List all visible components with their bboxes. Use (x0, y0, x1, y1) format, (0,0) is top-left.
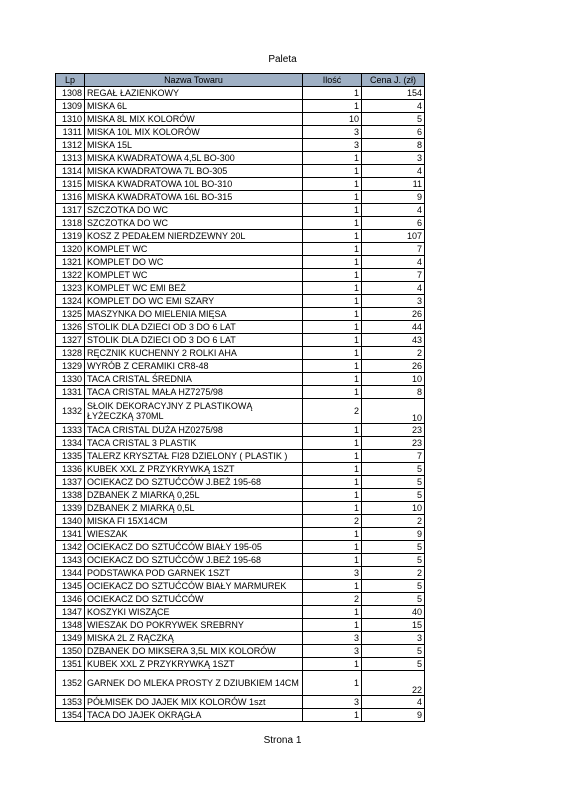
table-row (56, 437, 425, 450)
row-name-cell: REGAŁ ŁAZIENKOWY (85, 87, 303, 100)
row-qty-cell: 1 (303, 450, 362, 463)
row-name-cell: MISKA 10L MIX KOLORÓW (85, 126, 303, 139)
table-row (56, 282, 425, 295)
row-name-cell: MISKA FI 15X14CM (85, 515, 303, 528)
row-name-cell: MISKA 2L Z RĄCZKĄ (85, 632, 303, 645)
table-row (56, 373, 425, 386)
row-lp-cell: 1326 (56, 321, 85, 334)
row-price-cell: 4 (362, 100, 425, 113)
row-lp-cell: 1334 (56, 437, 85, 450)
table-row (56, 554, 425, 567)
table-row (56, 671, 425, 696)
table-row (56, 528, 425, 541)
row-price-cell: 6 (362, 217, 425, 230)
row-qty-cell: 2 (303, 399, 362, 424)
row-lp-cell: 1328 (56, 347, 85, 360)
row-price-cell: 5 (362, 554, 425, 567)
row-qty-cell: 1 (303, 476, 362, 489)
row-qty-cell: 1 (303, 295, 362, 308)
table-row (56, 709, 425, 722)
row-lp-cell: 1325 (56, 308, 85, 321)
row-price-cell: 10 (362, 373, 425, 386)
row-price-cell: 43 (362, 334, 425, 347)
table-row (56, 100, 425, 113)
row-price-cell: 9 (362, 709, 425, 722)
row-name-cell: MISKA KWADRATOWA 10L BO-310 (85, 178, 303, 191)
row-name-cell: TACA CRISTAL 3 PLASTIK (85, 437, 303, 450)
header-price: Cena J. (zł) (362, 74, 425, 87)
row-qty-cell: 3 (303, 126, 362, 139)
row-qty-cell: 1 (303, 282, 362, 295)
row-qty-cell: 1 (303, 658, 362, 671)
row-qty-cell: 1 (303, 606, 362, 619)
row-qty-cell: 2 (303, 593, 362, 606)
row-name-cell: MASZYNKA DO MIELENIA MIĘSA (85, 308, 303, 321)
row-qty-cell: 1 (303, 619, 362, 632)
row-lp-cell: 1330 (56, 373, 85, 386)
row-lp-cell: 1337 (56, 476, 85, 489)
table-row (56, 476, 425, 489)
row-name-cell: KOMPLET WC (85, 243, 303, 256)
row-price-cell: 5 (362, 489, 425, 502)
row-lp-cell: 1345 (56, 580, 85, 593)
row-qty-cell: 1 (303, 191, 362, 204)
row-lp-cell: 1321 (56, 256, 85, 269)
table-row (56, 308, 425, 321)
row-qty-cell: 3 (303, 696, 362, 709)
row-lp-cell: 1323 (56, 282, 85, 295)
row-name-cell: MISKA 15L (85, 139, 303, 152)
row-name-cell: MISKA 6L (85, 100, 303, 113)
row-qty-cell: 1 (303, 580, 362, 593)
header-qty: Ilość (303, 74, 362, 87)
row-qty-cell: 1 (303, 334, 362, 347)
row-price-cell: 4 (362, 256, 425, 269)
table-row (56, 386, 425, 399)
row-price-cell: 4 (362, 696, 425, 709)
row-lp-cell: 1346 (56, 593, 85, 606)
row-price-cell: 15 (362, 619, 425, 632)
table-row (56, 347, 425, 360)
row-price-cell: 23 (362, 424, 425, 437)
table-row (56, 632, 425, 645)
table-row (56, 541, 425, 554)
row-qty-cell: 1 (303, 528, 362, 541)
row-price-cell: 5 (362, 541, 425, 554)
row-price-cell: 4 (362, 204, 425, 217)
row-lp-cell: 1339 (56, 502, 85, 515)
header-name: Nazwa Towaru (85, 74, 303, 87)
row-name-cell: KOSZ Z PEDAŁEM NIERDZEWNY 20L (85, 230, 303, 243)
row-name-cell: KUBEK XXL Z PRZYKRYWKĄ 1SZT (85, 463, 303, 476)
row-price-cell: 7 (362, 450, 425, 463)
table-row (56, 502, 425, 515)
row-name-cell: SŁOIK DEKORACYJNY Z PLASTIKOWĄ ŁYŻECZKĄ 370ML (85, 399, 303, 424)
row-price-cell: 26 (362, 308, 425, 321)
row-lp-cell: 1335 (56, 450, 85, 463)
row-name-cell: OCIEKACZ DO SZTUĆCÓW BIAŁY MARMUREK (85, 580, 303, 593)
row-qty-cell: 1 (303, 152, 362, 165)
row-lp-cell: 1310 (56, 113, 85, 126)
row-name-cell: KOMPLET WC EMI BEŻ (85, 282, 303, 295)
table-row (56, 165, 425, 178)
row-name-cell: SZCZOTKA DO WC (85, 217, 303, 230)
row-price-cell: 5 (362, 113, 425, 126)
row-lp-cell: 1311 (56, 126, 85, 139)
row-lp-cell: 1314 (56, 165, 85, 178)
row-qty-cell: 1 (303, 243, 362, 256)
row-qty-cell: 1 (303, 204, 362, 217)
row-qty-cell: 1 (303, 87, 362, 100)
row-price-cell: 44 (362, 321, 425, 334)
row-name-cell: TACA CRISTAL MAŁA HZ7275/98 (85, 386, 303, 399)
table-header-row (56, 74, 425, 87)
row-price-cell: 10 (362, 399, 425, 424)
row-price-cell: 23 (362, 437, 425, 450)
table-row (56, 295, 425, 308)
table-row (56, 658, 425, 671)
row-price-cell: 11 (362, 178, 425, 191)
row-qty-cell: 1 (303, 709, 362, 722)
row-name-cell: TACA CRISTAL DUŻA HZ0275/98 (85, 424, 303, 437)
table-row (56, 424, 425, 437)
row-qty-cell: 1 (303, 502, 362, 515)
row-name-cell: OCIEKACZ DO SZTUĆCÓW J.BEŻ 195-68 (85, 476, 303, 489)
row-name-cell: WIESZAK (85, 528, 303, 541)
row-lp-cell: 1332 (56, 399, 85, 424)
row-name-cell: MISKA KWADRATOWA 16L BO-315 (85, 191, 303, 204)
row-name-cell: OCIEKACZ DO SZTUĆCÓW BIAŁY 195-05 (85, 541, 303, 554)
row-qty-cell: 1 (303, 463, 362, 476)
table-row (56, 334, 425, 347)
row-price-cell: 26 (362, 360, 425, 373)
row-lp-cell: 1317 (56, 204, 85, 217)
row-lp-cell: 1350 (56, 645, 85, 658)
row-qty-cell: 2 (303, 515, 362, 528)
row-qty-cell: 1 (303, 269, 362, 282)
row-lp-cell: 1333 (56, 424, 85, 437)
row-price-cell: 2 (362, 515, 425, 528)
row-lp-cell: 1353 (56, 696, 85, 709)
row-price-cell: 9 (362, 528, 425, 541)
row-name-cell: KUBEK XXL Z PRZYKRYWKĄ 1SZT (85, 658, 303, 671)
row-lp-cell: 1331 (56, 386, 85, 399)
product-table (55, 73, 425, 722)
row-name-cell: TALERZ KRYSZTAŁ FI28 DZIELONY ( PLASTIK ) (85, 450, 303, 463)
row-qty-cell: 1 (303, 256, 362, 269)
row-qty-cell: 1 (303, 217, 362, 230)
row-qty-cell: 1 (303, 424, 362, 437)
row-price-cell: 8 (362, 139, 425, 152)
row-lp-cell: 1342 (56, 541, 85, 554)
row-name-cell: KOSZYKI WISZĄCE (85, 606, 303, 619)
row-price-cell: 2 (362, 567, 425, 580)
row-lp-cell: 1344 (56, 567, 85, 580)
row-lp-cell: 1319 (56, 230, 85, 243)
table-body (56, 87, 425, 722)
table-row (56, 619, 425, 632)
table-row (56, 321, 425, 334)
table-row (56, 230, 425, 243)
row-qty-cell: 1 (303, 308, 362, 321)
row-price-cell: 9 (362, 191, 425, 204)
row-price-cell: 5 (362, 593, 425, 606)
row-price-cell: 4 (362, 282, 425, 295)
row-lp-cell: 1343 (56, 554, 85, 567)
table-row (56, 139, 425, 152)
row-lp-cell: 1338 (56, 489, 85, 502)
row-price-cell: 22 (362, 671, 425, 696)
row-lp-cell: 1316 (56, 191, 85, 204)
row-name-cell: PÓŁMISEK DO JAJEK MIX KOLORÓW 1szt (85, 696, 303, 709)
table-row (56, 360, 425, 373)
table-row (56, 204, 425, 217)
row-name-cell: PODSTAWKA POD GARNEK 1SZT (85, 567, 303, 580)
row-lp-cell: 1313 (56, 152, 85, 165)
row-price-cell: 3 (362, 295, 425, 308)
row-qty-cell: 1 (303, 386, 362, 399)
row-price-cell: 154 (362, 87, 425, 100)
row-name-cell: SZCZOTKA DO WC (85, 204, 303, 217)
row-lp-cell: 1336 (56, 463, 85, 476)
table-row (56, 87, 425, 100)
row-name-cell: DZBANEK DO MIKSERA 3,5L MIX KOLORÓW (85, 645, 303, 658)
header-lp: Lp (56, 74, 85, 87)
row-price-cell: 7 (362, 243, 425, 256)
row-lp-cell: 1308 (56, 87, 85, 100)
row-qty-cell: 1 (303, 437, 362, 450)
table-row (56, 191, 425, 204)
row-price-cell: 5 (362, 580, 425, 593)
table-row (56, 113, 425, 126)
row-price-cell: 5 (362, 463, 425, 476)
row-lp-cell: 1320 (56, 243, 85, 256)
row-name-cell: STOLIK DLA DZIECI OD 3 DO 6 LAT (85, 334, 303, 347)
row-qty-cell: 1 (303, 373, 362, 386)
row-price-cell: 2 (362, 347, 425, 360)
row-price-cell: 4 (362, 165, 425, 178)
table-row (56, 580, 425, 593)
row-qty-cell: 1 (303, 554, 362, 567)
row-lp-cell: 1341 (56, 528, 85, 541)
row-name-cell: OCIEKACZ DO SZTUĆCÓW (85, 593, 303, 606)
row-lp-cell: 1352 (56, 671, 85, 696)
row-price-cell: 10 (362, 502, 425, 515)
row-qty-cell: 1 (303, 541, 362, 554)
row-name-cell: MISKA KWADRATOWA 7L BO-305 (85, 165, 303, 178)
table-row (56, 399, 425, 424)
row-lp-cell: 1329 (56, 360, 85, 373)
row-name-cell: DZBANEK Z MIARKĄ 0,5L (85, 502, 303, 515)
table-row (56, 515, 425, 528)
row-qty-cell: 1 (303, 347, 362, 360)
table-row (56, 645, 425, 658)
row-name-cell: GARNEK DO MLEKA PROSTY Z DZIUBKIEM 14CM (85, 671, 303, 696)
row-name-cell: DZBANEK Z MIARKĄ 0,25L (85, 489, 303, 502)
row-lp-cell: 1340 (56, 515, 85, 528)
table-row (56, 256, 425, 269)
row-name-cell: OCIEKACZ DO SZTUĆCÓW J.BEŻ 195-68 (85, 554, 303, 567)
row-qty-cell: 3 (303, 567, 362, 580)
row-lp-cell: 1322 (56, 269, 85, 282)
table-row (56, 567, 425, 580)
row-name-cell: MISKA 8L MIX KOLORÓW (85, 113, 303, 126)
row-qty-cell: 3 (303, 139, 362, 152)
page-title: Paleta (268, 54, 297, 65)
page-footer: Strona 1 (263, 735, 302, 746)
row-qty-cell: 1 (303, 360, 362, 373)
row-qty-cell: 1 (303, 489, 362, 502)
row-qty-cell: 1 (303, 230, 362, 243)
row-price-cell: 7 (362, 269, 425, 282)
row-qty-cell: 3 (303, 645, 362, 658)
row-name-cell: KOMPLET WC (85, 269, 303, 282)
row-name-cell: WYRÓB Z CERAMIKI CR8-48 (85, 360, 303, 373)
row-qty-cell: 3 (303, 632, 362, 645)
table-row (56, 463, 425, 476)
row-qty-cell: 1 (303, 165, 362, 178)
table-row (56, 606, 425, 619)
row-name-cell: TACA CRISTAL ŚREDNIA (85, 373, 303, 386)
row-price-cell: 3 (362, 632, 425, 645)
table-row (56, 126, 425, 139)
row-lp-cell: 1318 (56, 217, 85, 230)
table-row (56, 593, 425, 606)
row-lp-cell: 1354 (56, 709, 85, 722)
row-price-cell: 107 (362, 230, 425, 243)
row-qty-cell: 1 (303, 671, 362, 696)
row-qty-cell: 1 (303, 100, 362, 113)
row-lp-cell: 1348 (56, 619, 85, 632)
table-row (56, 178, 425, 191)
row-name-cell: RĘCZNIK KUCHENNY 2 ROLKI AHA (85, 347, 303, 360)
table-row (56, 696, 425, 709)
row-lp-cell: 1327 (56, 334, 85, 347)
table-row (56, 269, 425, 282)
row-qty-cell: 1 (303, 321, 362, 334)
table-row (56, 450, 425, 463)
table-row (56, 243, 425, 256)
row-lp-cell: 1315 (56, 178, 85, 191)
row-lp-cell: 1324 (56, 295, 85, 308)
row-price-cell: 40 (362, 606, 425, 619)
row-price-cell: 5 (362, 476, 425, 489)
row-name-cell: TACA DO JAJEK OKRĄGŁA (85, 709, 303, 722)
row-name-cell: STOLIK DLA DZIECI OD 3 DO 6 LAT (85, 321, 303, 334)
row-price-cell: 3 (362, 152, 425, 165)
row-lp-cell: 1351 (56, 658, 85, 671)
row-name-cell: WIESZAK DO POKRYWEK SREBRNY (85, 619, 303, 632)
row-price-cell: 8 (362, 386, 425, 399)
table-row (56, 489, 425, 502)
row-price-cell: 5 (362, 645, 425, 658)
table-row (56, 217, 425, 230)
row-name-cell: KOMPLET DO WC (85, 256, 303, 269)
table-row (56, 152, 425, 165)
row-lp-cell: 1309 (56, 100, 85, 113)
row-qty-cell: 1 (303, 178, 362, 191)
row-name-cell: MISKA KWADRATOWA 4,5L BO-300 (85, 152, 303, 165)
row-lp-cell: 1349 (56, 632, 85, 645)
row-name-cell: KOMPLET DO WC EMI SZARY (85, 295, 303, 308)
row-lp-cell: 1312 (56, 139, 85, 152)
row-price-cell: 5 (362, 658, 425, 671)
row-price-cell: 6 (362, 126, 425, 139)
row-qty-cell: 10 (303, 113, 362, 126)
row-lp-cell: 1347 (56, 606, 85, 619)
